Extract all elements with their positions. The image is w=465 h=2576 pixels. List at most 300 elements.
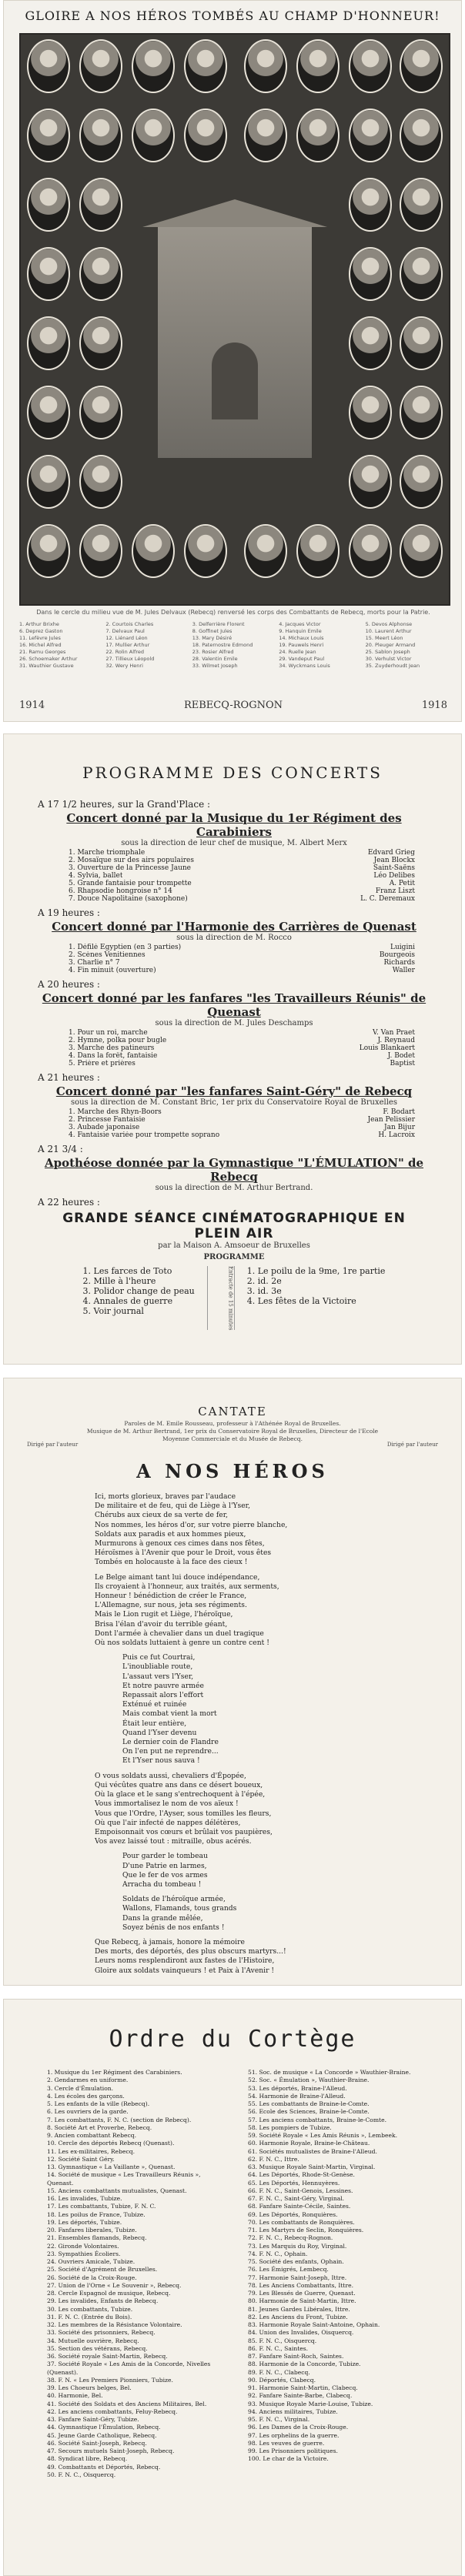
- procession-item: 55. Les combattants de Braine-le-Comte.: [248, 2100, 370, 2107]
- procession-item: 80. Harmonie de Saint-Martin, Ittre.: [248, 2297, 356, 2305]
- procession-item: 1. Musique du 1er Régiment des Carabiniers.: [47, 2069, 182, 2076]
- procession-item: 60. Harmonie Royale, Braine-le-Château.: [248, 2140, 370, 2147]
- programme-piece: [69, 1131, 415, 1139]
- procession-item: 57. Les anciens combattants, Braine-le-Comte.: [248, 2116, 386, 2123]
- conductor-note-right: Dirigé par l'auteur: [386, 1442, 438, 1448]
- procession-item: 27. Union de l'Orne « Le Souvenir », Rebecq.: [47, 2281, 182, 2289]
- piece-composer: Jean Pelissier: [367, 1116, 415, 1124]
- apotheose-time: A 21 3/4 :: [38, 1144, 83, 1154]
- piece-composer: Jean Blockx: [373, 857, 415, 864]
- procession-item: 65. Les Déportés, Hennuyères.: [248, 2179, 340, 2187]
- procession-title: Ordre du Cortège: [109, 2026, 356, 2053]
- concert-pieces: [69, 1029, 415, 1067]
- portrait-photo: [79, 39, 122, 93]
- portrait-photo: [79, 455, 122, 509]
- cantate-credits: Paroles de M. Emile Rousseau, professeur à l'Athénée Royal de Bruxelles. Musique de M. Arthur Bertrand, 1er prix du Conservatoire Royal de Bruxelles, Directeur de l'Ecole Moyenne Commerciale et du Musée de Rebecq.: [86, 1420, 379, 1443]
- procession-item: 38. F. N. « Les Premiers Pionniers, Tubize.: [47, 2376, 173, 2384]
- poem-line: Vous immortalisez le nom de vos aïeux !: [95, 1799, 239, 1809]
- piece-title: 5. Prière et prières: [69, 1060, 135, 1067]
- procession-item: 5. Les enfants de la ville (Rebecq).: [47, 2100, 150, 2107]
- fallen-soldier-name: 25. Sablon Joseph: [365, 649, 410, 655]
- memorial-photo-board: [19, 33, 450, 606]
- film-item: 3. Polidor change de peau: [82, 1286, 195, 1296]
- cinema-programme: [38, 1266, 430, 1330]
- portrait-photo: [349, 109, 392, 162]
- fallen-soldier-name: 23. Rosier Alfred: [192, 649, 234, 655]
- poem-line: Et notre pauvre armée: [122, 1681, 204, 1690]
- concert-pieces: [69, 944, 415, 974]
- apotheose-heading: Apothéose donnée par la Gymnastique "L'ÉMULATION" de Rebecq: [44, 1156, 424, 1184]
- film-item: 4. Les fêtes de la Victoire: [246, 1296, 356, 1306]
- fallen-soldier-name: 19. Pauwels Henri: [279, 642, 324, 648]
- procession-item: 35. Section des vétérans, Rebecq.: [47, 2344, 148, 2352]
- procession-item: 4. Les écoles des garçons.: [47, 2092, 125, 2100]
- portrait-photo: [244, 524, 287, 578]
- procession-item: 78. Les Anciens Combattants, Ittre.: [248, 2281, 353, 2289]
- procession-item: 31. F. N. C. (Entrée du Bois).: [47, 2313, 132, 2320]
- cantate-title: CANTATE: [198, 1405, 267, 1418]
- piece-title: 1. Marche des Rhyn-Boors: [69, 1108, 162, 1116]
- poem-line: L'Allemagne, sur nous, jeta ses régiments.: [95, 1601, 247, 1610]
- fallen-soldier-name: 26. Schoemaker Arthur: [19, 656, 78, 662]
- piece-title: 2. Scènes Venitiennes: [69, 951, 146, 959]
- poem-line: Nos nommes, les héros d'or, sur votre pierre blanche,: [95, 1520, 288, 1529]
- poem-line: Gloire aux soldats vainqueurs ! et Paix à l'Avenir !: [95, 1966, 275, 1975]
- procession-item: 88. Harmonie de la Concorde, Tubize.: [248, 2360, 361, 2368]
- procession-item: 30. Les combattants, Tubize.: [47, 2305, 133, 2313]
- piece-title: 2. Hymne, polka pour bugle: [69, 1037, 167, 1044]
- fallen-soldier-name: 21. Ramu Georges: [19, 649, 66, 655]
- procession-item: 21. Ensembles flamands, Rebecq.: [47, 2234, 147, 2242]
- fallen-soldier-name: 33. Wilmet Joseph: [192, 663, 238, 669]
- poem-line: Murmurons à genoux ces cimes dans nos fêtes,: [95, 1539, 265, 1549]
- fallen-soldier-name: 7. Delvaux Paul: [105, 628, 145, 634]
- procession-item: 71. Les Martyrs de Seclin, Ronquières.: [248, 2227, 364, 2234]
- procession-item: 73. Les Marquis du Roy, Virginal.: [248, 2242, 347, 2250]
- procession-item: 24. Ouvriers Amicale, Tubize.: [47, 2258, 135, 2265]
- procession-item: 87. Fanfare Saint-Roch, Saintes.: [248, 2353, 344, 2360]
- portrait-photo: [79, 386, 122, 439]
- cinema-provider: par la Maison A. Amsoeur de Bruxelles: [158, 1241, 310, 1250]
- procession-item: 2. Gendarmes en uniforme.: [47, 2077, 129, 2084]
- programme-piece: [69, 849, 415, 857]
- poem-line: Brisa l'élan d'avoir du terrible géant,: [95, 1619, 228, 1629]
- procession-item: 59. Société Royale « Les Amis Réunis », Lembeek.: [248, 2132, 397, 2139]
- procession-item: 50. F. N. C., Oisquercq.: [47, 2471, 116, 2478]
- procession-item: 48. Syndicat libre, Rebecq.: [47, 2455, 128, 2463]
- piece-composer: Louis Blankaert: [359, 1044, 415, 1052]
- poem-text: [95, 1492, 410, 1981]
- portrait-photo: [27, 247, 70, 301]
- portrait-photo: [79, 524, 122, 578]
- procession-item: 82. Les Anciens du Front, Tubize.: [248, 2313, 348, 2320]
- concert-time: A 17 1/2 heures, sur la Grand'Place :: [38, 799, 211, 810]
- portrait-photo: [349, 247, 392, 301]
- portrait-photo: [244, 109, 287, 162]
- procession-item: 83. Harmonie Royale Saint-Antoine, Ophain.: [248, 2321, 380, 2328]
- fallen-soldier-name: 4. Jacques Victor: [279, 621, 321, 627]
- poem-line: Vos avez laissé tout : mitraille, obus acérés.: [95, 1837, 252, 1846]
- procession-item: 14. Société de musique « Les Travailleurs Réunis »,: [47, 2171, 201, 2179]
- piece-title: 6. Rhapsodie hongroise n° 14: [69, 887, 172, 895]
- memorial-caption: Dans le cercle du milieu vue de M. Jules Delvaux (Rebecq) renversé les corps des Combattants de Rebecq, morts pour la Patrie.: [36, 609, 430, 616]
- piece-title: 3. Ouverture de la Princesse Jaune: [69, 864, 192, 872]
- procession-item: 61. Sociétés mutualistes de Braine-l'Alleud.: [248, 2147, 377, 2155]
- procession-list: [47, 2069, 438, 2479]
- poem-line: Où la glace et le sang s'entrechoquent à l'épée,: [95, 1790, 266, 1799]
- procession-item: 11. Les ex-militaires, Rebecq.: [47, 2147, 135, 2155]
- programme-piece: [69, 864, 415, 872]
- portrait-photo: [400, 316, 443, 370]
- piece-composer: J. Bodet: [387, 1052, 415, 1060]
- programme-piece: [69, 1029, 415, 1037]
- concert-time: A 21 heures :: [38, 1072, 100, 1083]
- procession-item: 100. Le char de la Victoire.: [248, 2455, 329, 2463]
- procession-item: 56. Ecole des Sciences, Braine-le-Comte.: [248, 2108, 370, 2116]
- poem-line: Le Belge aimant tant lui douce indépendance,: [95, 1572, 260, 1582]
- programme-piece: [69, 959, 415, 967]
- procession-item: 70. Les combattants de Ronquières.: [248, 2218, 355, 2226]
- procession-item: 53. Les déportés, Braine-l'Alleud.: [248, 2084, 347, 2092]
- procession-item: 84. Union des Invalides, Oisquercq.: [248, 2329, 354, 2337]
- procession-item: 77. Harmonie Saint-Joseph, Ittre.: [248, 2274, 347, 2281]
- concert-time: A 20 heures :: [38, 979, 100, 990]
- poem-line: Soldats aux paradis et aux hommes pieux,: [95, 1529, 246, 1539]
- poem-line: Arracha du tombeau !: [122, 1879, 202, 1889]
- portrait-photo: [400, 39, 443, 93]
- procession-item: 54. Harmonie de Braine-l'Alleud.: [248, 2092, 346, 2100]
- portrait-photo: [296, 524, 340, 578]
- procession-item: 49. Combattants et Déportés, Rebecq.: [47, 2463, 161, 2471]
- poem-line: Honneur ! bénédiction de créer le France,: [95, 1592, 247, 1601]
- programme-piece: [69, 1116, 415, 1124]
- poem-stanza: [95, 1492, 410, 1568]
- procession-item: 3. Cercle d'Émulation.: [47, 2084, 114, 2092]
- programme-piece: [69, 1108, 415, 1116]
- poem-line: Empoisonnait vos cœurs et brûlait vos paupières,: [95, 1827, 273, 1836]
- poem-line: Chérubs aux cieux de sa verte de fer,: [95, 1511, 229, 1520]
- fallen-soldier-name: 31. Wauthier Gustave: [19, 663, 74, 669]
- programme-piece: [69, 872, 415, 880]
- portrait-photo: [27, 455, 70, 509]
- programme-piece: [69, 1060, 415, 1067]
- poem-line: Dont l'armée à chevalier dans un duel tragique: [95, 1629, 264, 1638]
- piece-title: 3. Aubade japonaise: [69, 1124, 140, 1131]
- procession-item: 98. Les veuves de guerre.: [248, 2439, 325, 2447]
- fallen-soldier-name: 13. Mary Désiré: [192, 635, 232, 641]
- concert-conductor: sous la direction de M. Rocco: [176, 934, 292, 942]
- procession-item: 69. Les Déportés, Ronquières.: [248, 2210, 338, 2218]
- concert-heading: Concert donné par la Musique du 1er Régiment des Carabiniers: [66, 811, 402, 839]
- fallen-soldier-name: 17. Mullier Arthur: [105, 642, 150, 648]
- portrait-photo: [400, 109, 443, 162]
- programme-piece: [69, 944, 415, 951]
- portrait-photo: [132, 524, 175, 578]
- poem-line: Et l'Yser nous sauva !: [122, 1756, 200, 1766]
- fallen-soldier-name: 22. Rolin Alfred: [105, 649, 144, 655]
- poem-line: L'assaut vers l'Yser,: [122, 1672, 194, 1681]
- poem-line: Le dernier coin de Flandre: [122, 1738, 219, 1747]
- piece-title: 3. Marche des patineurs: [69, 1044, 155, 1052]
- poem-line: Quand l'Yser devenu: [122, 1728, 197, 1737]
- concert-heading: Concert donné par "les fanfares Saint-Géry" de Rebecq: [55, 1084, 413, 1098]
- procession-item: 75. Société des enfants, Ophain.: [248, 2258, 344, 2265]
- piece-title: 1. Marche triomphale: [69, 849, 146, 857]
- poem-line: Où nos soldats luttaient à genre un contre cent !: [95, 1639, 269, 1648]
- fallen-soldier-name: 10. Laurent Arthur: [365, 628, 412, 634]
- fallen-soldier-name: 16. Michel Alfred: [19, 642, 62, 648]
- portrait-photo: [296, 109, 340, 162]
- concert-heading: Concert donné par l'Harmonie des Carrières de Quenast: [52, 920, 416, 934]
- fallen-soldier-name: 14. Michaux Louis: [279, 635, 324, 641]
- procession-item: 34. Mutuelle ouvrière, Rebecq.: [47, 2337, 139, 2344]
- procession-item: 15. Anciens combattants mutualistes, Quenast.: [47, 2187, 187, 2194]
- procession-item: 67. F. N. C., Saint-Géry, Virginal.: [248, 2195, 345, 2202]
- piece-title: 2. Mosaïque sur des airs populaires: [69, 857, 194, 864]
- portrait-photo: [349, 39, 392, 93]
- procession-item: 89. F. N. C., Clabecq.: [248, 2368, 310, 2376]
- piece-title: 1. Défilé Egyptien (en 3 parties): [69, 944, 182, 951]
- procession-item: 16. Les invalides, Tubize.: [47, 2195, 122, 2202]
- programme-title: PROGRAMME DES CONCERTS: [82, 763, 383, 782]
- piece-title: 7. Douce Napolitaine (saxophone): [69, 895, 188, 903]
- concert-heading: Concert donné par les fanfares "les Travailleurs Réunis" de Quenast: [42, 991, 427, 1019]
- portrait-photo: [244, 39, 287, 93]
- fallen-soldier-name: 5. Devos Alphonse: [365, 621, 413, 627]
- procession-item: 10. Cercle des déportés Rebecq (Quenast).: [47, 2140, 175, 2147]
- poem-line: Repassait alors l'effort: [122, 1691, 204, 1700]
- procession-item: 96. Les Dames de la Croix-Rouge.: [248, 2424, 349, 2431]
- procession-item: 42. Les anciens combattants, Feluy-Rebecq.: [47, 2407, 178, 2415]
- film-item: 1. Le poilu de la 9me, 1re partie: [246, 1266, 386, 1276]
- year-end: 1918: [421, 700, 447, 711]
- procession-item: 95. F. N. C., Virginal.: [248, 2416, 310, 2423]
- procession-item: 37. Société Royale « Les Amis de la Concorde, Nivelles: [47, 2360, 211, 2368]
- poem-line: Mais combat vient la mort: [122, 1709, 217, 1719]
- procession-item: 39. Les Choeurs belges, Bel.: [47, 2384, 132, 2391]
- piece-title: 4. Sylvia, ballet: [69, 872, 123, 880]
- procession-item: 85. F. N. C., Oisquercq.: [248, 2337, 317, 2344]
- procession-item: 17. Les combattants, Tubize, F. N. C.: [47, 2203, 156, 2210]
- portrait-photo: [400, 178, 443, 232]
- portrait-photo: [349, 455, 392, 509]
- portrait-photo: [79, 109, 122, 162]
- poem-line: L'inoubliable route,: [122, 1662, 193, 1672]
- poem-line: Tombés en holocauste à la face des cieux !: [95, 1558, 248, 1567]
- programme-piece: [69, 887, 415, 895]
- memorial-photo-page: [3, 0, 462, 722]
- programme-piece: [69, 895, 415, 903]
- portrait-photo: [184, 109, 227, 162]
- poem-heading: A NOS HÉROS: [136, 1460, 329, 1482]
- piece-composer: Saint-Saëns: [373, 864, 415, 872]
- fallen-soldier-name: 6. Deprez Gaston: [19, 628, 63, 634]
- procession-item: 47. Secours mutuels Saint-Joseph, Rebecq.: [47, 2447, 175, 2454]
- poem-line: Ici, morts glorieux, braves par l'audace: [95, 1492, 236, 1501]
- fallen-soldier-name: 2. Courtois Charles: [105, 621, 154, 627]
- procession-item: 46. Société Saint-Joseph, Rebecq.: [47, 2439, 147, 2447]
- concert-time: A 19 heures :: [38, 907, 100, 918]
- piece-composer: Léo Delibes: [373, 872, 415, 880]
- procession-item: 97. Les orphelins de la guerre.: [248, 2431, 340, 2439]
- procession-item: 20. Fanfares liberales, Tubize.: [47, 2227, 137, 2234]
- year-start: 1914: [19, 700, 45, 711]
- programme-piece: [69, 951, 415, 959]
- procession-item: 72. F. N. C., Rebecq-Rognon.: [248, 2234, 333, 2242]
- piece-title: 2. Princesse Fantaisie: [69, 1116, 146, 1124]
- procession-item: 64. Les Déportés, Rhode-St-Genèse.: [248, 2171, 355, 2179]
- poem-stanza: [95, 1573, 410, 1649]
- piece-composer: Jan Bijur: [383, 1124, 415, 1131]
- portrait-photo: [27, 109, 70, 162]
- procession-item: 76. Les Émigrés, Lembecq.: [248, 2266, 329, 2274]
- piece-composer: Baptist: [390, 1060, 415, 1067]
- poem-line: Était leur entière,: [122, 1719, 187, 1728]
- concert-conductor: sous la direction de M. Jules Deschamps: [155, 1019, 313, 1027]
- procession-item: 6. Les ouvriers de la garde.: [47, 2108, 129, 2116]
- piece-composer: Richards: [383, 959, 415, 967]
- portrait-photo: [79, 178, 122, 232]
- portrait-photo: [400, 524, 443, 578]
- procession-item: 28. Cercle Espagnol de musique, Rebecq.: [47, 2290, 171, 2297]
- apotheose-director: sous la direction de M. Arthur Bertrand.: [155, 1184, 313, 1192]
- procession-item: 91. Harmonie Saint-Martin, Clabecq.: [248, 2384, 358, 2391]
- film-item: 1. Les farces de Toto: [82, 1266, 172, 1276]
- piece-title: 4. Fantaisie variée pour trompette soprano: [69, 1131, 220, 1139]
- film-item: 5. Voir journal: [82, 1306, 144, 1316]
- poem-line: O vous soldats aussi, chevaliers d'Épopée,: [95, 1771, 246, 1780]
- piece-title: 3. Charlie n° 7: [69, 959, 120, 967]
- poem-line: Puis ce fut Courtrai,: [122, 1653, 196, 1662]
- procession-item: 13. Gymnastique « La Vaillante », Quenast.: [47, 2163, 176, 2170]
- programme-right-column: [247, 1266, 386, 1330]
- fallen-soldier-name: 20. Pleuger Armand: [365, 642, 416, 648]
- procession-item: 33. Société des prisonniers, Rebecq.: [47, 2329, 156, 2337]
- piece-composer: Edvard Grieg: [367, 849, 415, 857]
- conductor-note-left: Dirigé par l'auteur: [27, 1442, 79, 1448]
- piece-composer: Waller: [392, 967, 415, 974]
- film-item: 4. Annales de guerre: [82, 1296, 173, 1306]
- procession-item: 62. F. N. C., Ittre.: [248, 2155, 299, 2163]
- procession-item: 74. F. N. C., Ophain.: [248, 2250, 308, 2257]
- intermission-label: Entracte de 15 minutes: [207, 1266, 235, 1330]
- fallen-soldier-name: 18. Paternostre Edmond: [192, 642, 253, 648]
- fallen-soldier-name: 28. Valentin Emile: [192, 656, 238, 662]
- piece-composer: Bourgeois: [379, 951, 415, 959]
- portrait-photo: [349, 316, 392, 370]
- fallen-soldier-name: 35. Zuyderhoudt Jean: [365, 663, 420, 669]
- poem-line: Soyez bénis de nos enfants !: [122, 1923, 225, 1932]
- portrait-photo: [132, 39, 175, 93]
- portrait-photo: [79, 247, 122, 301]
- film-item: 2. id. 2e: [246, 1276, 282, 1286]
- procession-column-left: [47, 2069, 237, 2479]
- fallen-soldier-name: 3. Delferrière Florent: [192, 621, 245, 627]
- portrait-photo: [349, 524, 392, 578]
- procession-item: 26. Société de la Croix-Rouge.: [47, 2274, 137, 2281]
- procession-item: 7. Les combattants, F. N. C. (section de Rebecq).: [47, 2116, 192, 2123]
- cantate-page: [3, 1378, 462, 1986]
- poem-line: Ils croyaient à l'honneur, aux traités, aux serments,: [95, 1582, 279, 1591]
- piece-composer: L. C. Deremaux: [360, 895, 415, 903]
- piece-title: 1. Pour un roi, marche: [69, 1029, 148, 1037]
- programme-piece: [69, 1124, 415, 1131]
- piece-composer: A. Petit: [389, 880, 415, 887]
- procession-item: 8. Société Art et Proverbe, Rebecq.: [47, 2123, 152, 2131]
- concert-conductor: sous la direction de leur chef de musique, M. Albert Merx: [121, 839, 347, 847]
- procession-item: 32. Les membres de la Résistance Volontaire.: [47, 2321, 182, 2328]
- fallen-soldier-name: 8. Goffinet Jules: [192, 628, 232, 634]
- procession-item: 66. F. N. C., Saint-Genois, Lessines.: [248, 2187, 353, 2194]
- procession-item: 79. Les Blessés de Guerre, Quenast.: [248, 2290, 356, 2297]
- fallen-soldier-name: 30. Verhulst Victor: [365, 656, 412, 662]
- procession-item: 63. Musique Royale Saint-Martin, Virginal.: [248, 2163, 376, 2170]
- procession-item: 22. Gironde Volontaires.: [47, 2242, 119, 2250]
- poem-line: Dans la grande mêlée,: [122, 1913, 203, 1923]
- piece-composer: J. Reynaud: [377, 1037, 415, 1044]
- portrait-photo: [296, 39, 340, 93]
- portrait-photo: [27, 386, 70, 439]
- poem-line: Héroïsmes à l'Avenir que pour le Droit, vous êtes: [95, 1549, 272, 1558]
- procession-item: 18. Les poilus de France, Tubize.: [47, 2210, 146, 2218]
- procession-item: 29. Les invalides, Enfants de Rebecq.: [47, 2297, 159, 2305]
- portrait-photo: [132, 109, 175, 162]
- programme-piece: [69, 857, 415, 864]
- procession-item: 58. Les pompiers de Tubize.: [248, 2123, 332, 2131]
- programme-piece: [69, 967, 415, 974]
- procession-item: 19. Les déportés, Tubize.: [47, 2218, 122, 2226]
- poem-line: Exténué et ruinée: [122, 1700, 187, 1709]
- fallen-soldier-name: 1. Arthur Brixhe: [19, 621, 59, 627]
- fallen-soldier-name: 15. Meert Léon: [365, 635, 403, 641]
- procession-item: 93. Musique Royale Marie-Louise, Tubize.: [248, 2400, 373, 2407]
- fallen-soldier-name: 12. Liénard Léon: [105, 635, 148, 641]
- fallen-soldier-name: 24. Ruelle Jean: [279, 649, 316, 655]
- procession-item: 68. Fanfare Sainte-Cécile, Saintes.: [248, 2203, 351, 2210]
- poem-line: Que le fer de vos armes: [122, 1870, 208, 1879]
- programme-label: PROGRAMME: [203, 1253, 265, 1261]
- poem-stanza: [95, 1772, 410, 1847]
- programme-piece: [69, 1044, 415, 1052]
- procession-item: 36. Société royale Saint-Martin, Rebecq.: [47, 2353, 168, 2360]
- poem-line: D'une Patrie en larmes,: [122, 1861, 207, 1870]
- piece-title: 4. Dans la forêt, fantaisie: [69, 1052, 158, 1060]
- cinema-time: A 22 heures :: [38, 1197, 100, 1208]
- poem-line: Des morts, des déportés, des plus obscurs martyrs...!: [95, 1947, 286, 1956]
- poem-line: Qui vécûtes quatre ans dans ce désert boueux,: [95, 1780, 263, 1789]
- procession-item: 94. Anciens militaires, Tubize.: [248, 2407, 338, 2415]
- fallen-soldier-name: 34. Wyckmans Louis: [279, 663, 330, 669]
- concert-conductor: sous la direction de M. Constant Bric, 1er prix du Conservatoire Royal de Bruxelles: [71, 1098, 397, 1107]
- poem-stanza: [95, 1938, 410, 1976]
- procession-item: 52. Soc. « Émulation », Wauthier-Braine.: [248, 2077, 370, 2084]
- poem-line: Où que l'air infecté de nappes délétères,: [95, 1818, 241, 1827]
- poem-line: Soldats de l'héroïque armée,: [122, 1895, 226, 1904]
- poem-line: Que Rebecq, à jamais, honore la mémoire: [95, 1937, 245, 1946]
- poem-line: De militaire et de feu, qui de Liège à l'Yser,: [95, 1502, 250, 1511]
- procession-item: 41. Société des Soldats et des Anciens Militaires, Bel.: [47, 2400, 207, 2407]
- portrait-photo: [400, 386, 443, 439]
- memorial-title: GLOIRE A NOS HÉROS TOMBÉS AU CHAMP D'HONNEUR!: [25, 8, 440, 23]
- concert-pieces: [69, 1108, 415, 1139]
- procession-item: 43. Fanfare Saint-Géry, Tubize.: [47, 2416, 139, 2423]
- procession-item: 25. Société d'Agrément de Bruxelles.: [47, 2266, 158, 2274]
- procession-item: 44. Gymnastique l'Émulation, Rebecq.: [47, 2424, 161, 2431]
- piece-composer: Franz Liszt: [375, 887, 415, 895]
- procession-item: 9. Ancien combattant Rebecq.: [47, 2132, 137, 2139]
- procession-item: 92. Fanfare Sainte-Barbe, Clabecq.: [248, 2392, 353, 2400]
- poem-line: Pour garder le tombeau: [122, 1852, 208, 1861]
